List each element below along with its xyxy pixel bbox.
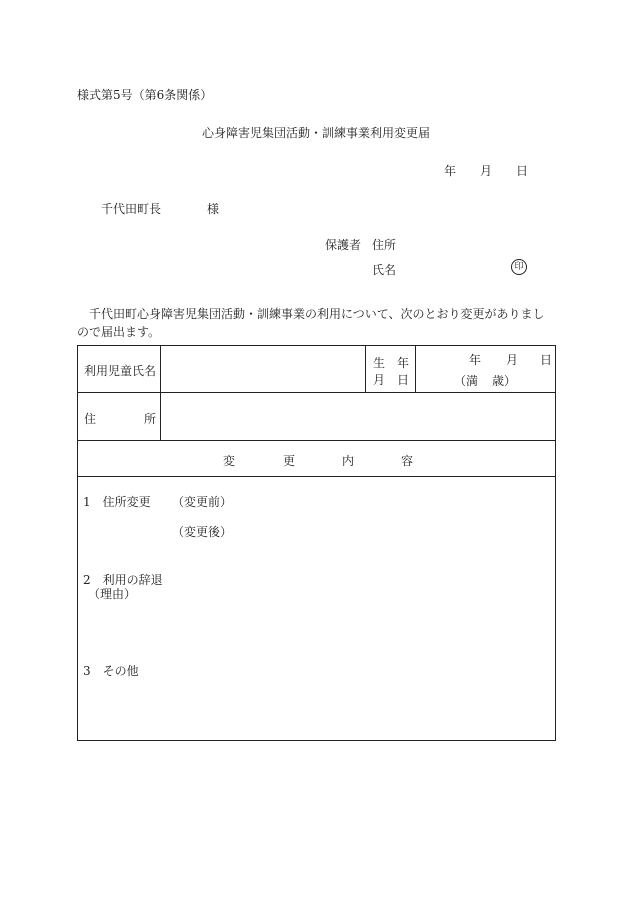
statement-line-1: 千代田町心身障害児集団活動・訓練事業の利用について、次のとおり変更がありまし	[89, 307, 545, 321]
table-divider	[365, 346, 366, 392]
table-divider	[78, 476, 555, 477]
address-label-ju: 住	[84, 412, 97, 426]
birth-year-unit: 年	[469, 353, 482, 367]
address-label-sho: 所	[144, 412, 157, 426]
birth-label-gatsu: 月	[373, 373, 386, 387]
date-day-label: 日	[516, 164, 529, 178]
change-header-2: 更	[283, 454, 296, 468]
guardian-address-label: 住所	[372, 238, 397, 252]
birth-label-hi: 日	[397, 373, 410, 387]
before-change-label: （変更前）	[172, 495, 233, 509]
guardian-label: 保護者	[325, 238, 362, 252]
statement-line-2: ので届出ます。	[77, 325, 161, 339]
birth-month-unit: 月	[506, 353, 519, 367]
change-form-table	[77, 345, 556, 741]
age-close: 歳）	[492, 374, 517, 388]
addressee-honorific: 様	[207, 202, 220, 216]
change-header-4: 容	[401, 454, 414, 468]
item-address-change: 1 住所変更	[83, 495, 151, 509]
child-name-label: 利用児童氏名	[84, 364, 157, 378]
withdrawal-reason-label: （理由）	[88, 587, 137, 601]
change-header-1: 変	[223, 454, 236, 468]
item-other: 3 その他	[83, 664, 139, 678]
item-withdrawal: 2 利用の辞退	[83, 573, 163, 587]
form-number: 様式第5号（第6条関係）	[77, 88, 213, 102]
age-open: （満	[454, 374, 479, 388]
change-header-3: 内	[342, 454, 355, 468]
address-field[interactable]	[162, 394, 554, 438]
date-month-label: 月	[480, 164, 493, 178]
birth-label-nen: 年	[397, 356, 410, 370]
birth-day-unit: 日	[540, 353, 553, 367]
addressee-name: 千代田町長	[101, 202, 162, 216]
date-year-label: 年	[444, 164, 457, 178]
page-title: 心身障害児集団活動・訓練事業利用変更届	[202, 126, 431, 140]
table-divider	[78, 392, 555, 393]
child-name-field[interactable]	[162, 347, 363, 391]
table-divider	[160, 346, 161, 440]
birth-label-sei: 生	[373, 356, 386, 370]
seal-icon: 印	[511, 259, 527, 275]
table-divider	[415, 346, 416, 392]
table-divider	[78, 440, 555, 441]
after-change-label: （変更後）	[172, 525, 233, 539]
guardian-name-label: 氏名	[372, 263, 397, 277]
